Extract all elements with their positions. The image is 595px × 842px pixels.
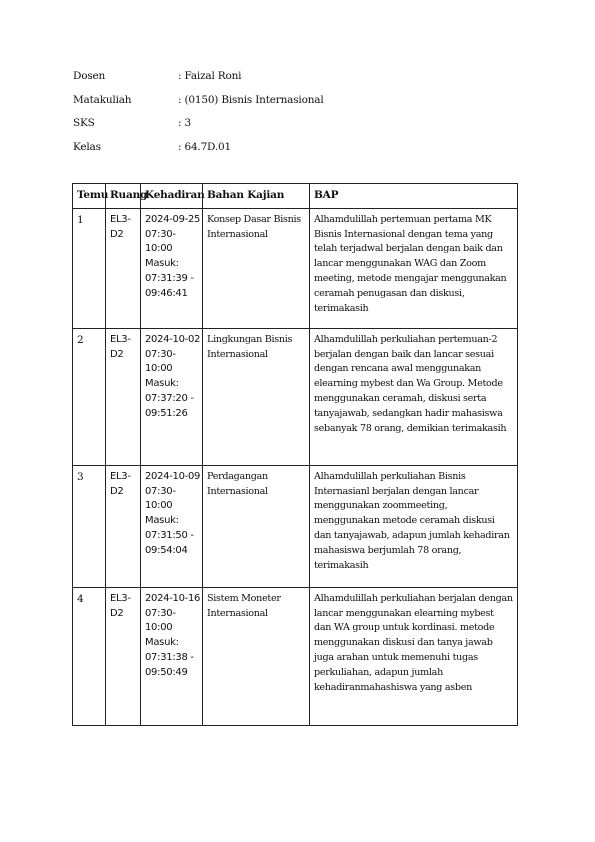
cell-ruang: EL3-D2 — [106, 208, 141, 328]
meta-value: : (0150) Bisnis Internasional — [178, 93, 324, 106]
cell-bahan-kajian: Lingkungan Bisnis Internasional — [203, 328, 310, 465]
meta-label: Matakuliah — [73, 93, 132, 106]
cell-ruang: EL3-D2 — [106, 328, 141, 465]
time-slot: 07:30-10:00 — [145, 348, 176, 375]
check-in-time: 07:31:38 - 09:50:49 — [145, 651, 194, 678]
cell-bap: Alhamdulillah perkuliahan berjalan dengan lancar menggunakan elearning mybest dan WA group untuk kordinasi. metode menggunakan diskusi dan tanya jawab juga arahan untuk memenuhi tugas perkuliahan, adapun jumlah kehadiranmahashiswa yang asben — [310, 587, 518, 725]
attendance-table — [72, 183, 518, 726]
cell-bap: Alhamdulillah perkuliahan pertemuan-2 berjalan dengan baik dan lancar sesuai dengan rencana awal menggunakan elearning mybest dan Wa Group. Metode menggunakan ceramah, diskusi serta tanyajawab, sedangkan hadir mahasiswa sebanyak 78 orang, demikian terimakasih — [310, 328, 518, 465]
cell-bap: Alhamdulillah perkuliahan Bisnis Internasianl berjalan dengan lancar menggunakan zoommeeting, menggunakan metode ceramah diskusi dan tanyajawab, adapun jumlah kehadiran mahasiswa berjumlah 78 orang, terimakasih — [310, 465, 518, 587]
time-slot: 07:30-10:00 — [145, 607, 176, 634]
table-row — [73, 465, 518, 587]
check-in-label: Masuk: — [145, 637, 179, 649]
cell-ruang: EL3-D2 — [106, 587, 141, 725]
cell-temu: 2 — [73, 328, 106, 465]
cell-temu: 4 — [73, 587, 106, 725]
cell-kehadiran — [141, 587, 203, 725]
cell-bahan-kajian: Konsep Dasar Bisnis Internasional — [203, 208, 310, 328]
time-slot: 07:30-10:00 — [145, 485, 176, 512]
meta-label: SKS — [73, 117, 95, 129]
check-in-time: 07:31:50 - 09:54:04 — [145, 529, 194, 556]
course-info — [73, 70, 533, 164]
meta-label: Kelas — [73, 140, 101, 153]
cell-kehadiran — [141, 465, 203, 587]
check-in-time: 07:31:39 - 09:46:41 — [145, 272, 194, 299]
header-bahan-kajian: Bahan Kajian — [203, 184, 310, 209]
table-row — [73, 587, 518, 725]
cell-temu: 1 — [73, 208, 106, 328]
cell-ruang: EL3-D2 — [106, 465, 141, 587]
cell-bap: Alhamdulillah pertemuan pertama MK Bisnis Internasional dengan tema yang telah terjadwal berjalan dengan baik dan lancar menggunakan WAG dan Zoom meeting, metode mengajar menggunakan ceramah penugasan dan diskusi, terimakasih — [310, 208, 518, 328]
meta-value: : Faizal Roni — [178, 70, 242, 82]
meta-row-matakuliah — [73, 94, 533, 118]
header-temu: Temu — [73, 184, 106, 209]
date: 2024-10-09 — [145, 470, 201, 482]
date: 2024-10-16 — [145, 592, 201, 604]
table-row — [73, 328, 518, 465]
meta-value: : 3 — [178, 117, 191, 129]
check-in-label: Masuk: — [145, 378, 179, 390]
time-slot: 07:30-10:00 — [145, 228, 176, 255]
header-bap: BAP — [310, 184, 518, 209]
check-in-label: Masuk: — [145, 515, 179, 527]
cell-temu: 3 — [73, 465, 106, 587]
header-kehadiran: Kehadiran — [141, 184, 203, 209]
date: 2024-10-02 — [145, 333, 201, 345]
meta-row-sks — [73, 117, 533, 141]
meta-row-kelas — [73, 141, 533, 165]
meta-row-dosen — [73, 70, 533, 94]
cell-kehadiran — [141, 208, 203, 328]
cell-bahan-kajian: Perdagangan Internasional — [203, 465, 310, 587]
table-row — [73, 208, 518, 328]
table-header-row — [73, 184, 518, 209]
header-ruang: Ruang — [106, 184, 141, 209]
check-in-label: Masuk: — [145, 258, 179, 270]
cell-kehadiran — [141, 328, 203, 465]
meta-label: Dosen — [73, 70, 106, 82]
cell-bahan-kajian: Sistem Moneter Internasional — [203, 587, 310, 725]
date: 2024-09-25 — [145, 213, 201, 225]
check-in-time: 07:37:20 - 09:51:26 — [145, 392, 194, 419]
meta-value: : 64.7D.01 — [178, 140, 231, 153]
